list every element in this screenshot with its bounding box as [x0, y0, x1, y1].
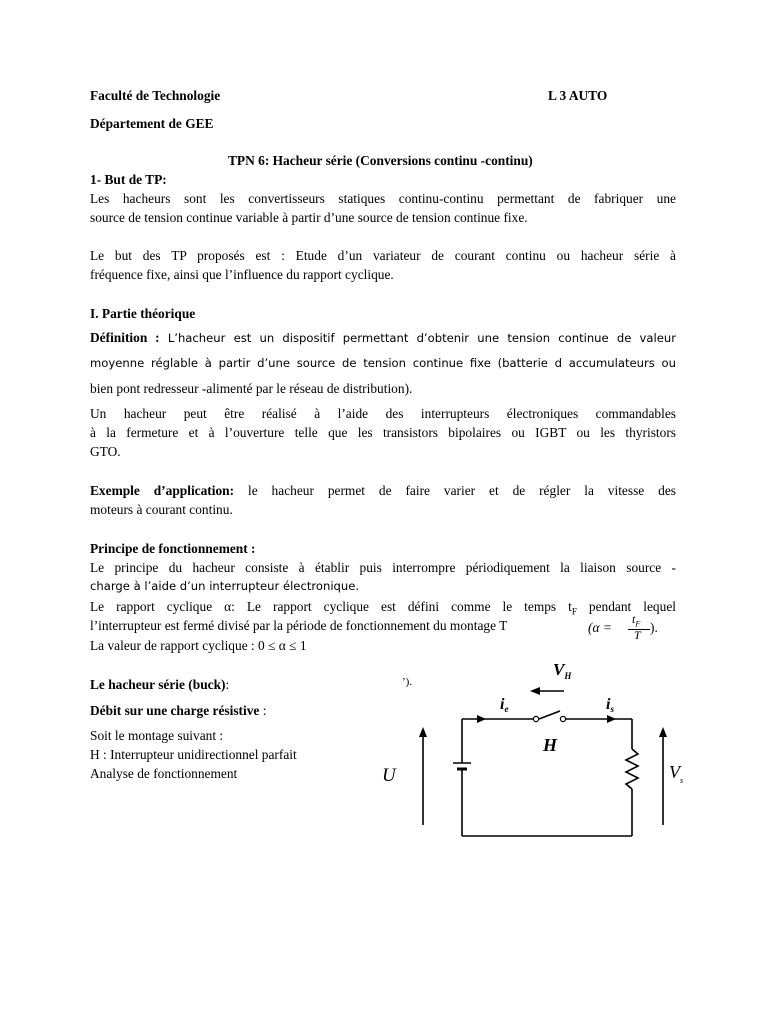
- definition-line1: Définition : L’hacheur est un dispositif permettant d’obtenir une tension continue de valeur: [90, 330, 676, 345]
- definition-line2: moyenne réglable à partir d’une source de tension continue fixe (batterie d accumulateurs ou: [90, 356, 676, 370]
- realisation-line3: GTO.: [90, 444, 121, 459]
- definition-label: Définition :: [90, 330, 160, 345]
- section1-p2-line2: fréquence fixe, ainsi que l’influence du rapport cyclique.: [90, 267, 394, 282]
- stray-text: ’).: [402, 676, 413, 688]
- u-label: U: [382, 765, 396, 786]
- is-arrow-head: [607, 715, 616, 723]
- duty-cycle-formula: (α = $t_F$ T ).: [588, 612, 658, 642]
- section1-p1-line1: Les hacheurs sont les convertisseurs statiques continu-continu permettant de fabriquer une: [90, 191, 676, 206]
- section2-heading: I. Partie théorique: [90, 306, 196, 321]
- switch-blade: [539, 711, 560, 719]
- section1-p1-line2: source de tension continue variable à partir d’une source de tension continue fixe.: [90, 210, 528, 225]
- document-title: TPN 6: Hacheur série (Conversions continu -continu): [228, 153, 533, 168]
- realisation-line2: à la fermeture et à l’ouverture telle que les transistors bipolaires ou IGBT ou les thyristors: [90, 425, 676, 440]
- department-label: Département de GEE: [90, 116, 214, 131]
- switch-contact-right: [560, 716, 565, 721]
- level-label: L 3 AUTO: [548, 88, 608, 103]
- is-label: is: [606, 696, 614, 714]
- example-line2: moteurs à courant continu.: [90, 502, 233, 517]
- resistor-symbol: [626, 749, 638, 789]
- buck-heading: Le hacheur série (buck):: [90, 677, 230, 692]
- example-line1: Exemple d’application: le hacheur permet de faire varier et de régler la vitesse des: [90, 483, 676, 498]
- realisation-line1: Un hacheur peut être réalisé à l’aide des interrupteurs électroniques commandables: [90, 406, 676, 421]
- principle-heading: Principe de fonctionnement :: [90, 541, 256, 556]
- buck-circuit-diagram: [378, 655, 708, 845]
- principle-line2: charge à l’aide d’un interrupteur électronique.: [90, 579, 360, 593]
- principle-line5: La valeur de rapport cyclique : 0 ≤ α ≤ 1: [90, 638, 307, 653]
- ie-label: ie: [500, 696, 509, 714]
- example-label: Exemple d’application:: [90, 483, 235, 498]
- section1-heading: 1- But de TP:: [90, 172, 167, 187]
- principle-line3: Le rapport cyclique α: Le rapport cyclique est défini comme le temps $t_F$ pendant lequel: [90, 599, 676, 617]
- vh-arrow-head: [530, 687, 540, 695]
- resistive-heading: Débit sur une charge résistive :: [90, 703, 267, 718]
- vs-label: $V_s$: [669, 762, 684, 785]
- u-arrow-head: [419, 727, 427, 737]
- setup-line3: Analyse de fonctionnement: [90, 766, 238, 781]
- setup-line1: Soit le montage suivant :: [90, 728, 224, 743]
- principle-line1: Le principe du hacheur consiste à établir puis interrompre périodiquement la liaison source -: [90, 560, 676, 575]
- vh-label: $V_H$: [553, 660, 572, 681]
- faculty-label: Faculté de Technologie: [90, 88, 221, 103]
- section1-p2-line1: Le but des TP proposés est : Etude d’un variateur de courant continu ou hacheur série à: [90, 248, 676, 263]
- setup-line2: H : Interrupteur unidirectionnel parfait: [90, 747, 297, 762]
- vs-arrow-head: [659, 727, 667, 737]
- ie-arrow-head: [477, 715, 486, 723]
- h-label: H: [543, 735, 558, 755]
- principle-line4: l’interrupteur est fermé divisé par la période de fonctionnement du montage T: [90, 618, 508, 633]
- switch-contact-left: [533, 716, 538, 721]
- definition-line3: bien pont redresseur -alimenté par le réseau de distribution).: [90, 381, 413, 396]
